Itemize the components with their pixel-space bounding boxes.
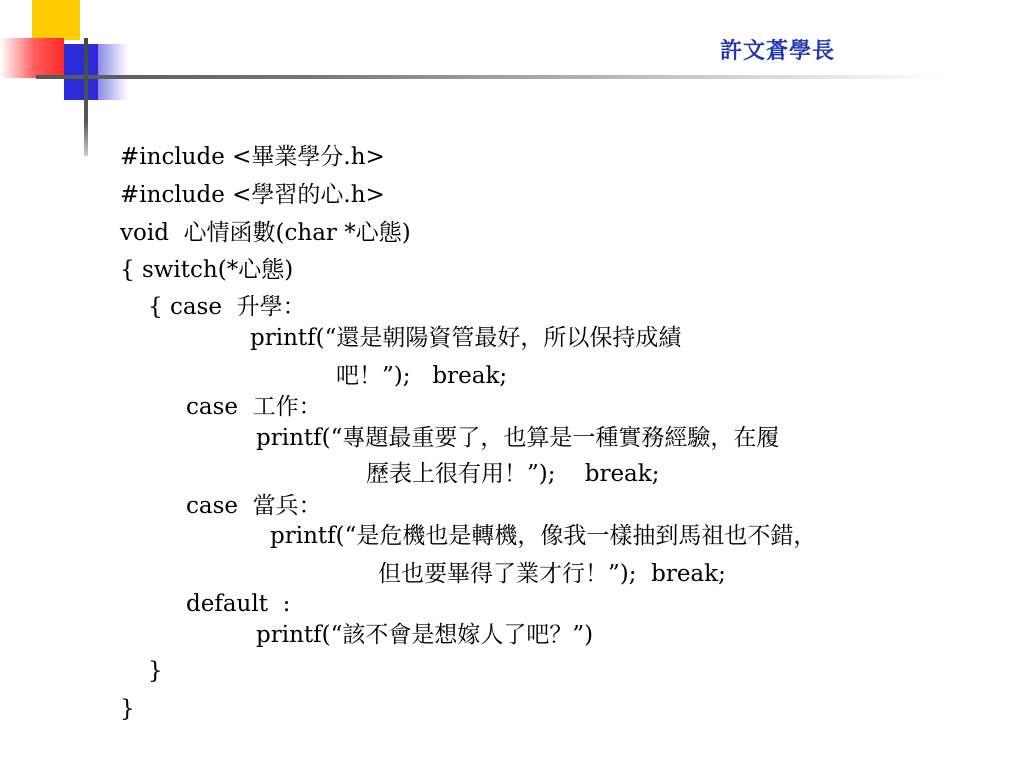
code-line: } [120,696,135,722]
code-line: default : [186,591,291,617]
code-line: { switch(*心態) [120,257,294,283]
author-name: 許文蒼學長 [720,38,836,64]
code-line: 但也要畢得了業才行！”); break; [378,561,726,587]
code-line: printf(“專題最重要了，也算是一種實務經驗，在履 [256,425,780,451]
vertical-divider-line [84,38,88,156]
code-line: } [148,658,163,684]
decorative-red-block [0,38,64,78]
code-line: #include <畢業學分.h> [120,144,385,170]
code-line: { case 升學： [148,294,306,320]
decorative-blue-fade [98,44,128,100]
decorative-blue-block [64,44,100,100]
code-line: #include <學習的心.h> [120,182,385,208]
header-divider-line [36,75,946,79]
code-line: printf(“是危機也是轉機，像我一樣抽到馬祖也不錯， [270,523,817,549]
code-line: 吧！”); break; [336,363,508,389]
code-line: printf(“該不會是想嫁人了吧？”) [256,622,594,648]
code-line: printf(“還是朝陽資管最好，所以保持成績 [250,325,682,351]
decorative-yellow-block [32,0,80,40]
code-line: 歷表上很有用！”); break; [366,461,660,487]
code-line: case 工作： [186,394,322,420]
code-line: void 心情函數(char *心態) [120,220,411,246]
code-line: case 當兵： [186,493,322,519]
